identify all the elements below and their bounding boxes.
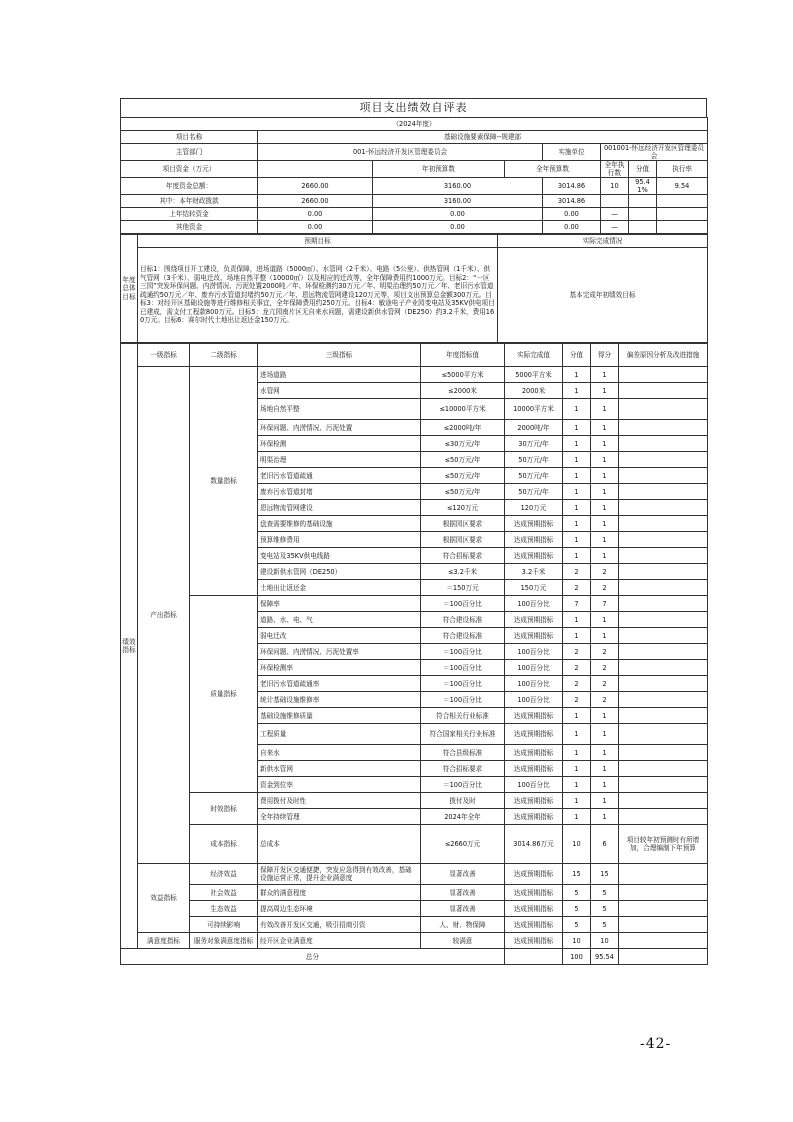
actual-value: 100百分比 xyxy=(505,596,563,612)
deviation-reason xyxy=(619,885,708,901)
level3-indicator: 环保检测 xyxy=(258,436,421,452)
funds-annual: 0.00 xyxy=(373,221,543,234)
funds-annual: 3160.00 xyxy=(373,195,543,208)
target-value: 人、财、物保障 xyxy=(421,917,505,933)
target-value: ≤2660万元 xyxy=(421,825,505,864)
funds-header-blank xyxy=(258,161,373,178)
funds-h3: 分值 xyxy=(629,161,657,178)
level3-indicator: 基础设施维修质量 xyxy=(258,708,421,724)
indicator-row xyxy=(121,901,708,917)
got-score: 1 xyxy=(591,500,619,516)
got-score: 7 xyxy=(591,596,619,612)
level3-indicator: 恩远物流管网建设 xyxy=(258,500,421,516)
expected-goal-text: 目标1：围绕项目开工建设，负责保障，进场道路（5000㎡）、水管网（2千米）、电路（5公里）、供热管网（1千米）、供气管网（3千米）、弱电迁改、场地自然平整（10000㎡）以及相应的迁改等，全年保障费用约1000万元。目标2：“一区三园”突发环保问题、内涝情况、污泥处置2000吨／年、环保检测约30万元／年、明渠治理约50万元／年、老旧污水管道疏通约50万元／年、废弃污水管道封堵约50万元／年、恩远物流管网建设120万元等，项目支出预算总金额300万元。目标3：对经开区基础设施等进行维修相关事宜，全年保障费用约250万元。目标4：敏途电子产业园变电站及35KV供电项目已建成，需支付工程款800万元。目标5：龙亢园南片区无自来水问题，需建设新供水管网（DE250）约3.2千米，费用160万元。目标6：赛尔时代土地出让返还金150万元。 xyxy=(138,248,498,343)
actual-value: 达成预期指标 xyxy=(505,708,563,724)
total-blank xyxy=(505,949,563,965)
got-score: 15 xyxy=(591,864,619,885)
funds-row-label: 其中：本年财政拨款 xyxy=(121,195,258,208)
funds-initial: 0.00 xyxy=(258,221,373,234)
level3-indicator: 工程质量 xyxy=(258,724,421,745)
funds-row-label: 其他资金 xyxy=(121,221,258,234)
funds-executed: 3014.86 xyxy=(543,195,601,208)
goal-section-label: 年度总体目标 xyxy=(121,235,138,343)
level3-indicator: 经开区企业满意度 xyxy=(258,933,421,949)
deviation-reason xyxy=(619,708,708,724)
funds-row-label: 年度资金总额： xyxy=(121,178,258,195)
level3-indicator: 环保问题、内涝情况、污泥处置率 xyxy=(258,644,421,660)
score: 1 xyxy=(563,436,591,452)
level1-indicator: 效益指标 xyxy=(138,864,190,933)
got-score: 2 xyxy=(591,580,619,596)
actual-text: 基本完成年初绩效目标 xyxy=(498,248,708,343)
deviation-reason xyxy=(619,399,708,420)
indicator-row xyxy=(121,933,708,949)
score: 1 xyxy=(563,761,591,777)
score: 5 xyxy=(563,901,591,917)
actual-value: 达成预期指标 xyxy=(505,532,563,548)
level3-indicator: 预算维修费用 xyxy=(258,532,421,548)
level2-indicator: 数量指标 xyxy=(190,367,258,596)
deviation-reason xyxy=(619,660,708,676)
got-score: 1 xyxy=(591,367,619,383)
got-score: 10 xyxy=(591,933,619,949)
actual-value: 50万元/年 xyxy=(505,484,563,500)
score: 1 xyxy=(563,468,591,484)
score: 1 xyxy=(563,708,591,724)
score: 1 xyxy=(563,628,591,644)
target-value: ＝100百分比 xyxy=(421,644,505,660)
total-score: 100 xyxy=(563,949,591,965)
deviation-reason xyxy=(619,628,708,644)
dept-label: 主管部门 xyxy=(121,144,258,161)
level3-indicator: 环保检测率 xyxy=(258,660,421,676)
indicator-table xyxy=(120,343,708,965)
level3-indicator: 新供水管网 xyxy=(258,761,421,777)
indicator-row xyxy=(121,596,708,612)
funds-row-label: 上年结转资金 xyxy=(121,208,258,221)
target-value: ≤50万元/年 xyxy=(421,452,505,468)
funds-row xyxy=(121,221,708,234)
deviation-reason xyxy=(619,564,708,580)
got-score: 1 xyxy=(591,484,619,500)
funds-annual: 3160.00 xyxy=(373,178,543,195)
score: 2 xyxy=(563,564,591,580)
actual-value: 达成预期指标 xyxy=(505,628,563,644)
level3-indicator: 老旧污水管道疏通 xyxy=(258,468,421,484)
deviation-reason xyxy=(619,676,708,692)
deviation-reason xyxy=(619,724,708,745)
target-value: ≤2000米 xyxy=(421,383,505,399)
got-score: 1 xyxy=(591,436,619,452)
deviation-reason xyxy=(619,692,708,708)
deviation-reason xyxy=(619,516,708,532)
score: 1 xyxy=(563,793,591,809)
level3-indicator: 全年持续管理 xyxy=(258,809,421,825)
indicator-row xyxy=(121,864,708,885)
level3-indicator: 群众的满意程度 xyxy=(258,885,421,901)
got-score: 6 xyxy=(591,825,619,864)
actual-value: 3.2千米 xyxy=(505,564,563,580)
score: 1 xyxy=(563,548,591,564)
actual-value: 100百分比 xyxy=(505,676,563,692)
deviation-reason xyxy=(619,777,708,793)
got-score: 1 xyxy=(591,708,619,724)
actual-value: 50万元/年 xyxy=(505,452,563,468)
deviation-reason xyxy=(619,484,708,500)
target-value: ≤2000吨/年 xyxy=(421,420,505,436)
score: 1 xyxy=(563,452,591,468)
target-value: ＝100百分比 xyxy=(421,692,505,708)
funds-score: — xyxy=(601,221,629,234)
actual-value: 50万元/年 xyxy=(505,468,563,484)
level3-indicator: 水管网 xyxy=(258,383,421,399)
total-reason xyxy=(619,949,708,965)
actual-value: 达成预期指标 xyxy=(505,933,563,949)
level3-indicator: 明渠治理 xyxy=(258,452,421,468)
target-value: 符合建设标准 xyxy=(421,628,505,644)
got-score: 2 xyxy=(591,692,619,708)
score: 2 xyxy=(563,644,591,660)
level3-indicator: 场地自然平整 xyxy=(258,399,421,420)
actual-value: 2000米 xyxy=(505,383,563,399)
funds-annual: 0.00 xyxy=(373,208,543,221)
level2-indicator: 经济效益 xyxy=(190,864,258,885)
target-value: 符合招标要求 xyxy=(421,761,505,777)
funds-score: — xyxy=(601,208,629,221)
level3-indicator: 提高周边生态环境 xyxy=(258,901,421,917)
target-value: 较满意 xyxy=(421,933,505,949)
level1-indicator: 满意度指标 xyxy=(138,933,190,949)
deviation-reason xyxy=(619,532,708,548)
target-value: 显著改善 xyxy=(421,885,505,901)
funds-executed: 3014.86 xyxy=(543,178,601,195)
score: 1 xyxy=(563,745,591,761)
deviation-reason xyxy=(619,901,708,917)
deviation-reason xyxy=(619,383,708,399)
funds-got xyxy=(657,195,708,208)
got-score: 5 xyxy=(591,885,619,901)
deviation-reason xyxy=(619,500,708,516)
level2-indicator: 社会效益 xyxy=(190,885,258,901)
score: 15 xyxy=(563,864,591,885)
score: 1 xyxy=(563,612,591,628)
level2-indicator: 成本指标 xyxy=(190,825,258,864)
funds-initial: 2660.00 xyxy=(258,178,373,195)
ind-h-target: 年度指标值 xyxy=(421,344,505,367)
actual-value: 5000平方米 xyxy=(505,367,563,383)
funds-row xyxy=(121,208,708,221)
level3-indicator: 统计基础设施维修率 xyxy=(258,692,421,708)
level3-indicator: 保障率 xyxy=(258,596,421,612)
level3-indicator: 道路、水、电、气 xyxy=(258,612,421,628)
got-score: 1 xyxy=(591,745,619,761)
score: 2 xyxy=(563,660,591,676)
got-score: 1 xyxy=(591,809,619,825)
actual-value: 3014.86万元 xyxy=(505,825,563,864)
got-score: 1 xyxy=(591,468,619,484)
score: 1 xyxy=(563,724,591,745)
funds-rate xyxy=(629,208,657,221)
target-value: 符合相关行业标准 xyxy=(421,708,505,724)
deviation-reason xyxy=(619,468,708,484)
level3-indicator: 环保问题、内涝情况、污泥处置 xyxy=(258,420,421,436)
page-number: -42- xyxy=(640,1036,672,1052)
target-value: 显著改善 xyxy=(421,901,505,917)
deviation-reason xyxy=(619,580,708,596)
funds-row xyxy=(121,195,708,208)
target-value: 符合招标要求 xyxy=(421,548,505,564)
target-value: 根据园区要求 xyxy=(421,516,505,532)
year-label: （2024年度） xyxy=(121,118,708,131)
got-score: 2 xyxy=(591,660,619,676)
funds-h1: 全年预算数 xyxy=(505,161,601,178)
deviation-reason xyxy=(619,452,708,468)
level3-indicator: 盘查需要维修的基础设施 xyxy=(258,516,421,532)
header-table xyxy=(120,117,708,234)
level3-indicator: 土地出让返还金 xyxy=(258,580,421,596)
target-value: 符合县级标准 xyxy=(421,745,505,761)
got-score: 1 xyxy=(591,452,619,468)
actual-value: 2000吨/年 xyxy=(505,420,563,436)
funds-h0: 年初预算数 xyxy=(373,161,505,178)
score: 1 xyxy=(563,420,591,436)
funds-h4: 执行率 xyxy=(657,161,708,178)
target-value: ＝100百分比 xyxy=(421,777,505,793)
score: 5 xyxy=(563,885,591,901)
indicator-row xyxy=(121,885,708,901)
perf-section-label: 绩效指标 xyxy=(121,344,138,949)
ind-h-l2: 二级指标 xyxy=(190,344,258,367)
got-score: 1 xyxy=(591,420,619,436)
actual-value: 达成预期指标 xyxy=(505,761,563,777)
level2-indicator: 生态效益 xyxy=(190,901,258,917)
score: 1 xyxy=(563,516,591,532)
funds-got: 9.54 xyxy=(657,178,708,195)
deviation-reason xyxy=(619,612,708,628)
score: 10 xyxy=(563,825,591,864)
ind-h-l1: 一级指标 xyxy=(138,344,190,367)
deviation-reason xyxy=(619,420,708,436)
deviation-reason xyxy=(619,745,708,761)
impl: 001001-怀远经济开发区管理委员会 xyxy=(601,144,708,161)
got-score: 1 xyxy=(591,532,619,548)
target-value: 符合建设标准 xyxy=(421,612,505,628)
deviation-reason xyxy=(619,596,708,612)
deviation-reason xyxy=(619,644,708,660)
deviation-reason xyxy=(619,864,708,885)
level2-indicator: 可持续影响 xyxy=(190,917,258,933)
ind-h-got: 得分 xyxy=(591,344,619,367)
funds-got xyxy=(657,208,708,221)
target-value: 拨付及时 xyxy=(421,793,505,809)
level1-indicator: 产出指标 xyxy=(138,367,190,864)
level3-indicator: 变电站及35KV供电线路 xyxy=(258,548,421,564)
total-label: 总分 xyxy=(121,949,505,965)
target-value: 显著改善 xyxy=(421,864,505,885)
level3-indicator: 建设新供水管网（DE250） xyxy=(258,564,421,580)
score: 1 xyxy=(563,383,591,399)
score: 1 xyxy=(563,367,591,383)
funds-got xyxy=(657,221,708,234)
got-score: 1 xyxy=(591,383,619,399)
got-score: 5 xyxy=(591,901,619,917)
level2-indicator: 服务对象满意度指标 xyxy=(190,933,258,949)
got-score: 1 xyxy=(591,628,619,644)
deviation-reason xyxy=(619,933,708,949)
indicator-row xyxy=(121,917,708,933)
target-value: 2024年全年 xyxy=(421,809,505,825)
project-name: 基础设施要素保障--规建部 xyxy=(258,131,708,144)
level3-indicator: 弱电迁改 xyxy=(258,628,421,644)
target-value: ≤50万元/年 xyxy=(421,468,505,484)
level3-indicator: 费用拨付及时性 xyxy=(258,793,421,809)
got-score: 1 xyxy=(591,548,619,564)
actual-value: 达成预期指标 xyxy=(505,612,563,628)
total-row xyxy=(121,949,708,965)
actual-value: 100百分比 xyxy=(505,660,563,676)
actual-value: 达成预期指标 xyxy=(505,885,563,901)
deviation-reason xyxy=(619,436,708,452)
ind-h-reason: 偏差原因分析及改进措施 xyxy=(619,344,708,367)
level2-indicator: 质量指标 xyxy=(190,596,258,793)
actual-value: 达成预期指标 xyxy=(505,745,563,761)
target-value: ≤120万元 xyxy=(421,500,505,516)
deviation-reason xyxy=(619,793,708,809)
ind-h-actual: 实际完成值 xyxy=(505,344,563,367)
total-got: 95.54 xyxy=(591,949,619,965)
actual-value: 达成预期指标 xyxy=(505,548,563,564)
funds-score: 10 xyxy=(601,178,629,195)
target-value: 根据园区要求 xyxy=(421,532,505,548)
indicator-row xyxy=(121,367,708,383)
level3-indicator: 老旧污水管道疏通率 xyxy=(258,676,421,692)
actual-value: 达成预期指标 xyxy=(505,901,563,917)
funds-score xyxy=(601,195,629,208)
funds-label: 项目资金（万元） xyxy=(121,161,258,178)
actual-value: 100百分比 xyxy=(505,777,563,793)
got-score: 2 xyxy=(591,644,619,660)
funds-initial: 0.00 xyxy=(258,208,373,221)
level3-indicator: 总成本 xyxy=(258,825,421,864)
target-value: ≤10000平方米 xyxy=(421,399,505,420)
target-value: ≤3.2千米 xyxy=(421,564,505,580)
got-score: 5 xyxy=(591,917,619,933)
got-score: 2 xyxy=(591,564,619,580)
table-title: 项目支出绩效自评表 xyxy=(120,98,707,117)
score: 1 xyxy=(563,484,591,500)
actual-value: 达成预期指标 xyxy=(505,724,563,745)
got-score: 1 xyxy=(591,724,619,745)
target-value: ≤30万元/年 xyxy=(421,436,505,452)
actual-value: 100百分比 xyxy=(505,692,563,708)
score: 1 xyxy=(563,500,591,516)
funds-executed: 0.00 xyxy=(543,221,601,234)
deviation-reason xyxy=(619,548,708,564)
level2-indicator: 时效指标 xyxy=(190,793,258,825)
target-value: ＝150万元 xyxy=(421,580,505,596)
ind-h-score: 分值 xyxy=(563,344,591,367)
got-score: 1 xyxy=(591,793,619,809)
score: 10 xyxy=(563,933,591,949)
dept: 001-怀远经济开发区管理委员会 xyxy=(258,144,543,161)
got-score: 1 xyxy=(591,399,619,420)
level3-indicator: 自来水 xyxy=(258,745,421,761)
actual-value: 达成预期指标 xyxy=(505,516,563,532)
score: 1 xyxy=(563,777,591,793)
actual-value: 达成预期指标 xyxy=(505,917,563,933)
score: 2 xyxy=(563,676,591,692)
funds-rate xyxy=(629,221,657,234)
deviation-reason xyxy=(619,809,708,825)
deviation-reason xyxy=(619,367,708,383)
actual-value: 150万元 xyxy=(505,580,563,596)
target-value: 符合国家相关行业标准 xyxy=(421,724,505,745)
actual-value: 30万元/年 xyxy=(505,436,563,452)
ind-h-l3: 三级指标 xyxy=(258,344,421,367)
funds-row xyxy=(121,178,708,195)
funds-rate: 95.41% xyxy=(629,178,657,195)
expected-goal-label: 预期目标 xyxy=(138,235,498,248)
project-name-label: 项目名称 xyxy=(121,131,258,144)
actual-value: 达成预期指标 xyxy=(505,864,563,885)
impl-label: 实施单位 xyxy=(543,144,601,161)
funds-initial: 2660.00 xyxy=(258,195,373,208)
actual-value: 120万元 xyxy=(505,500,563,516)
score: 1 xyxy=(563,532,591,548)
score: 2 xyxy=(563,692,591,708)
actual-label: 实际完成情况 xyxy=(498,235,708,248)
goal-table xyxy=(120,234,708,343)
funds-h2: 全年执行数 xyxy=(601,161,629,178)
actual-value: 达成预期指标 xyxy=(505,793,563,809)
score: 2 xyxy=(563,580,591,596)
got-score: 1 xyxy=(591,761,619,777)
got-score: 1 xyxy=(591,777,619,793)
indicator-header-row xyxy=(121,344,708,367)
actual-value: 达成预期指标 xyxy=(505,809,563,825)
indicator-row xyxy=(121,825,708,864)
level3-indicator: 进场道路 xyxy=(258,367,421,383)
actual-value: 10000平方米 xyxy=(505,399,563,420)
level3-indicator: 保障开发区交通便捷，突发应急得到有效改善，基础设施运营正常，提升企业满意度 xyxy=(258,864,421,885)
target-value: ≤5000平方米 xyxy=(421,367,505,383)
got-score: 2 xyxy=(591,676,619,692)
target-value: ＝100百分比 xyxy=(421,660,505,676)
score: 5 xyxy=(563,917,591,933)
level3-indicator: 有效改善开发区交通，吸引招商引资 xyxy=(258,917,421,933)
deviation-reason xyxy=(619,917,708,933)
funds-rate xyxy=(629,195,657,208)
deviation-reason: 项目较年初预测时有所增加，合理编制下年预算 xyxy=(619,825,708,864)
got-score: 1 xyxy=(591,612,619,628)
evaluation-sheet xyxy=(120,98,707,965)
got-score: 1 xyxy=(591,516,619,532)
target-value: ≤50万元/年 xyxy=(421,484,505,500)
actual-value: 100百分比 xyxy=(505,644,563,660)
score: 7 xyxy=(563,596,591,612)
score: 1 xyxy=(563,809,591,825)
level3-indicator: 废弃污水管道封堵 xyxy=(258,484,421,500)
indicator-row xyxy=(121,793,708,809)
deviation-reason xyxy=(619,761,708,777)
target-value: ＝100百分比 xyxy=(421,596,505,612)
level3-indicator: 资金到位率 xyxy=(258,777,421,793)
funds-executed: 0.00 xyxy=(543,208,601,221)
score: 1 xyxy=(563,399,591,420)
target-value: ＝100百分比 xyxy=(421,676,505,692)
